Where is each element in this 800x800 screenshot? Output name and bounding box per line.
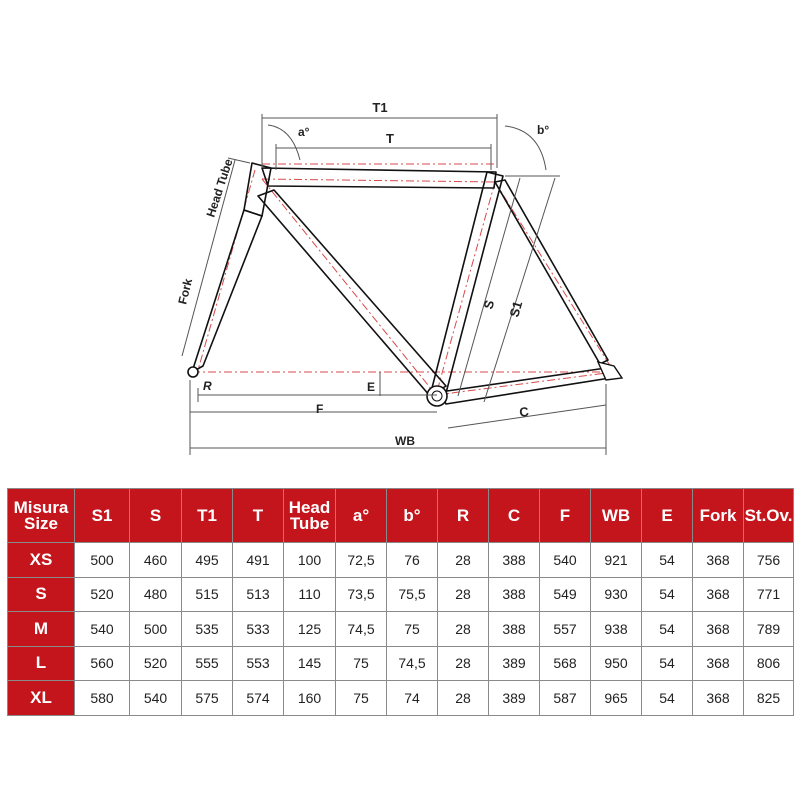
column-header-line1: WB: [601, 505, 631, 525]
table-cell: 74,5: [336, 612, 387, 647]
table-cell: 54: [642, 612, 693, 647]
front-axle: [188, 367, 198, 377]
down-tube: [258, 190, 446, 396]
table-row: [8, 543, 794, 578]
table-cell: 54: [642, 577, 693, 612]
column-header: [182, 489, 233, 543]
e-label: E: [367, 380, 376, 394]
table-cell: 75: [387, 612, 438, 647]
column-header: [540, 489, 591, 543]
column-header: [284, 489, 336, 543]
head-tube-label: Head Tube: [203, 157, 236, 219]
table-cell: 368: [693, 681, 744, 716]
column-header-line1: S1: [91, 505, 113, 525]
column-header: [75, 489, 130, 543]
table-cell: 756: [744, 543, 794, 578]
table-cell: 54: [642, 646, 693, 681]
table-cell: 938: [591, 612, 642, 647]
column-header: [438, 489, 489, 543]
table-cell: 76: [387, 543, 438, 578]
dimension-lines: [182, 114, 606, 455]
table-cell: 125: [284, 612, 336, 647]
column-header: [591, 489, 642, 543]
table-cell: 74: [387, 681, 438, 716]
fork-label: Fork: [175, 277, 196, 306]
column-header-line1: Misura: [13, 497, 69, 517]
table-cell: 368: [693, 612, 744, 647]
table-cell: 389: [489, 646, 540, 681]
table-cell: 825: [744, 681, 794, 716]
table-cell: 388: [489, 612, 540, 647]
table-cell: 515: [182, 577, 233, 612]
column-header: [8, 489, 75, 543]
column-header-line1: T1: [197, 505, 217, 525]
table-cell: 54: [642, 681, 693, 716]
table-row: [8, 681, 794, 716]
table-cell: 28: [438, 612, 489, 647]
geometry-table: [7, 488, 794, 716]
column-header: [489, 489, 540, 543]
table-cell: 491: [233, 543, 284, 578]
table-cell: 145: [284, 646, 336, 681]
column-header-line1: E: [661, 505, 673, 525]
seat-tube: [432, 172, 503, 393]
a-angle-label: a°: [298, 125, 310, 139]
column-header-line1: b°: [403, 505, 421, 525]
table-cell: 520: [75, 577, 130, 612]
table-cell: 540: [75, 612, 130, 647]
table-cell: 388: [489, 577, 540, 612]
column-header: [744, 489, 794, 543]
table-cell: 520: [130, 646, 182, 681]
column-header: [130, 489, 182, 543]
table-cell: 73,5: [336, 577, 387, 612]
table-cell: 540: [540, 543, 591, 578]
table-row: [8, 612, 794, 647]
frame-tubes: [192, 163, 610, 404]
table-cell: 557: [540, 612, 591, 647]
table-cell: 560: [75, 646, 130, 681]
column-header: [387, 489, 438, 543]
column-header-line2: Tube: [289, 513, 330, 533]
rear-dropout: [598, 362, 622, 380]
c-label: C: [518, 403, 530, 420]
table-cell: 930: [591, 577, 642, 612]
column-header: [693, 489, 744, 543]
table-cell: 500: [130, 612, 182, 647]
table-cell: 389: [489, 681, 540, 716]
top-tube: [262, 168, 496, 188]
table-cell: 110: [284, 577, 336, 612]
f-label: F: [316, 402, 324, 416]
table-cell: 950: [591, 646, 642, 681]
table-cell: 771: [744, 577, 794, 612]
table-cell: 495: [182, 543, 233, 578]
table-cell: 368: [693, 543, 744, 578]
table-row: [8, 646, 794, 681]
wb-label: WB: [395, 434, 415, 448]
table-cell: 555: [182, 646, 233, 681]
table-cell: 568: [540, 646, 591, 681]
table-cell: 580: [75, 681, 130, 716]
chain-stay: [440, 368, 610, 404]
table-cell: 74,5: [387, 646, 438, 681]
table-cell: 533: [233, 612, 284, 647]
table-cell: 549: [540, 577, 591, 612]
table-cell: 72,5: [336, 543, 387, 578]
header-row: [8, 489, 794, 543]
head-tube: [244, 163, 271, 216]
table-cell: 160: [284, 681, 336, 716]
column-header-line1: St.Ov.: [744, 505, 793, 525]
size-label: XL: [8, 681, 75, 716]
column-header: [233, 489, 284, 543]
table-cell: 587: [540, 681, 591, 716]
column-header-line2: Size: [23, 513, 59, 533]
table-cell: 535: [182, 612, 233, 647]
column-header: [336, 489, 387, 543]
table-cell: 28: [438, 543, 489, 578]
table-cell: 806: [744, 646, 794, 681]
size-label: M: [8, 612, 75, 647]
table-cell: 100: [284, 543, 336, 578]
table-cell: 965: [591, 681, 642, 716]
fork-blade: [192, 210, 262, 372]
table-cell: 575: [182, 681, 233, 716]
table-cell: 789: [744, 612, 794, 647]
b-angle-label: b°: [537, 123, 550, 137]
table-cell: 388: [489, 543, 540, 578]
column-header-line1: C: [507, 505, 521, 525]
table-cell: 368: [693, 577, 744, 612]
s-label: S: [480, 298, 498, 311]
column-header: [642, 489, 693, 543]
table-cell: 75: [336, 681, 387, 716]
table-cell: 540: [130, 681, 182, 716]
table-cell: 513: [233, 577, 284, 612]
t-label: T: [386, 131, 394, 146]
table-cell: 28: [438, 646, 489, 681]
column-header-line1: S: [149, 505, 162, 525]
table-cell: 28: [438, 577, 489, 612]
table-cell: 480: [130, 577, 182, 612]
column-header-line1: F: [559, 505, 571, 525]
s1-label: S1: [506, 299, 526, 319]
table-cell: 75,5: [387, 577, 438, 612]
column-header-line1: a°: [352, 505, 370, 525]
column-header-line1: R: [456, 505, 470, 525]
size-label: S: [8, 577, 75, 612]
table-cell: 921: [591, 543, 642, 578]
column-header-line1: Head: [288, 497, 331, 517]
size-label: XS: [8, 543, 75, 578]
table-cell: 500: [75, 543, 130, 578]
table-cell: 553: [233, 646, 284, 681]
column-header-line1: Fork: [699, 505, 737, 525]
t1-label: T1: [372, 100, 388, 115]
table-cell: 368: [693, 646, 744, 681]
r-label: R: [203, 379, 212, 393]
table-cell: 75: [336, 646, 387, 681]
size-label: L: [8, 646, 75, 681]
table-cell: 54: [642, 543, 693, 578]
table-cell: 574: [233, 681, 284, 716]
table-cell: 460: [130, 543, 182, 578]
bottom-bracket: [427, 386, 447, 406]
table-cell: 28: [438, 681, 489, 716]
column-header-line1: T: [252, 505, 264, 525]
table-row: [8, 577, 794, 612]
